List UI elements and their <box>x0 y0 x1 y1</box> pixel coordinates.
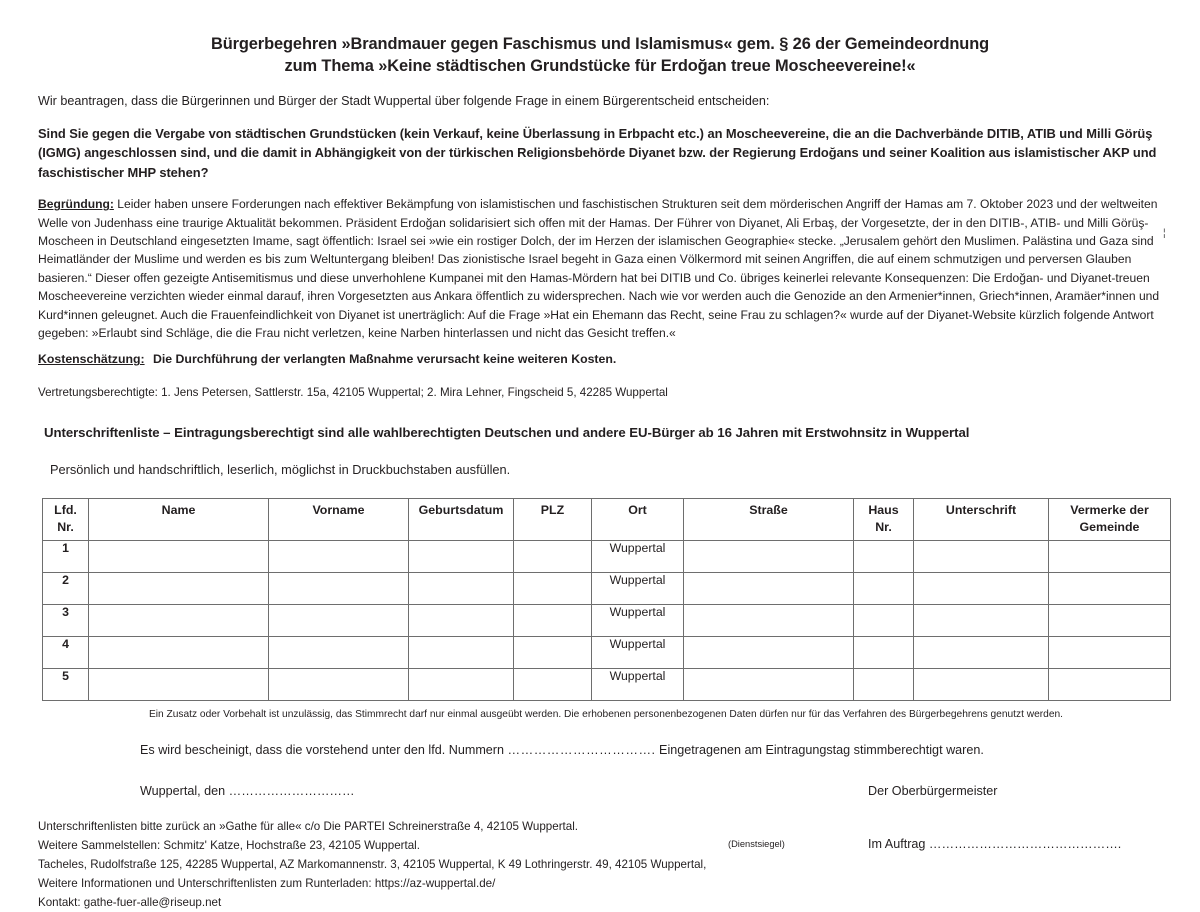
cell-geburtsdatum[interactable] <box>409 572 514 604</box>
signature-list-heading: Unterschriftenliste – Eintragungsberechtigt sind alle wahlberechtigten Deutschen und andere EU-Bürger ab 16 Jahren mit Erstwohnsitz in Wuppertal <box>44 425 970 441</box>
cell-geburtsdatum[interactable] <box>409 636 514 668</box>
signature-table <box>42 498 1171 701</box>
certification-post: Eingetragenen am Eintragungstag stimmberechtigt waren. <box>655 742 984 757</box>
signature-table-body <box>43 540 1171 700</box>
cell-unterschrift[interactable] <box>914 604 1049 636</box>
referendum-question: Sind Sie gegen die Vergabe von städtischen Grundstücken (kein Verkauf, keine Überlassung in Erbpacht etc.) an Moscheevereine, die an die Dachverbände DITIB, ATIB und Milli Görüş (IGMG) angeschlossen sind, und die damit in Abhängigkeit von der türkischen Religionsbehörde Diyanet bzw. der Regierung Erdoğans und seiner Koalition aus islamistischer AKP und faschistischer MHP stehen? <box>38 125 1157 180</box>
cell-unterschrift[interactable] <box>914 636 1049 668</box>
contact-line-3: Tacheles, Rudolfstraße 125, 42285 Wuppertal, AZ Markomannenstr. 3, 42105 Wuppertal, K 49 Lothringerstr. 49, 42105 Wuppertal, <box>38 858 707 872</box>
cell-lfd: 5 <box>43 668 89 700</box>
cell-lfd: 4 <box>43 636 89 668</box>
cell-vorname[interactable] <box>269 540 409 572</box>
cell-strasse[interactable] <box>684 668 854 700</box>
cell-geburtsdatum[interactable] <box>409 668 514 700</box>
cell-vermerke[interactable] <box>1049 636 1171 668</box>
mayor-label: Der Oberbürgermeister <box>868 784 998 799</box>
column-header-hausnr-line1: Haus <box>868 502 899 517</box>
contact-line-2: Weitere Sammelstellen: Schmitz' Katze, Hochstraße 23, 42105 Wuppertal. <box>38 839 420 853</box>
cell-strasse[interactable] <box>684 572 854 604</box>
column-header-geburtsdatum <box>409 498 514 540</box>
cell-hausnr[interactable] <box>854 604 914 636</box>
official-seal-label: (Dienstsiegel) <box>728 839 785 850</box>
intro-paragraph: Wir beantragen, dass die Bürgerinnen und Bürger der Stadt Wuppertal über folgende Frage in einem Bürgerentscheid entscheiden: <box>38 93 770 108</box>
contact-line-4[interactable]: Weitere Informationen und Unterschriftenlisten zum Runterladen: https://az-wuppertal.de/ <box>38 876 496 890</box>
table-row <box>43 540 1171 572</box>
table-row <box>43 572 1171 604</box>
cost-estimate <box>0 350 1200 368</box>
cell-ort[interactable]: Wuppertal <box>592 540 684 572</box>
reason-body: Leider haben unsere Forderungen nach effektiver Bekämpfung von islamistischen und faschistischen Strukturen seit dem mörderischen Angriff der Hamas am 7. Oktober 2023 und der weltweiten Welle von Judenhass eine traurige Aktualität bekommen. Präsident Erdoğan solidarisiert sich offen mit der Hamas. Der Führer von Diyanet, Ali Erbaş, der Vorgesetzte, der in den DITIB-, ATIB- und Milli Görüş-Moscheen in Deutschland eingesetzten Imame, sagt öffentlich: Israel sei »wie ein rostiger Dolch, der im Herzen der islamischen Geographie« stecke. „Jerusalem gehört den Muslimen. Palästina und Gaza sind Heimatländer der Muslime und werden es bis zum Weltuntergang bleiben! Das zionistische Israel begeht in Gaza einen Völkermord mit seinen Angriffen, die auf einem schmutzigen und perversen Glauben basieren.“ Dieser offen gezeigte Antisemitismus und diese unverhohlene Kumpanei mit den Hamas-Mördern hat bei DITIB und Co. übriges keinerlei relevante Konsequenzen: Die Erdoğan- und Diyanet-treuen Moscheevereine verzichten wieder einmal darauf, ihren Vorgesetzten aus Ankara öffentlich zu widersprechen. Nach wie vor werden auch die Genozide an den Armenier*innen, Griech*innen, Aramäer*innen und Kurd*innen geleugnet. Auch die Frauenfeindlichkeit von Diyanet ist unerträglich: Auf die Frage »Hat ein Ehemann das Recht, seine Frau zu schlagen?« wurde auf der Diyanet-Website kürzlich folgende Antwort gegeben: »Erlaubt sind Schläge, die die Frau nicht verletzen, keine Narben hinterlassen und nicht das Gesicht treffen.« <box>38 197 1160 340</box>
contact-lines <box>38 818 1200 912</box>
cell-vermerke[interactable] <box>1049 540 1171 572</box>
signature-list-subheading: Persönlich und handschriftlich, leserlich, möglichst in Druckbuchstaben ausfüllen. <box>50 461 511 477</box>
column-header-vermerke-line2: Gemeinde <box>1079 520 1140 535</box>
bottom-block <box>0 818 1200 912</box>
column-header-vorname-line1: Vorname <box>312 502 365 517</box>
cell-ort[interactable]: Wuppertal <box>592 636 684 668</box>
cell-plz[interactable] <box>514 572 592 604</box>
column-header-geburtsdatum-line1: Geburtsdatum <box>418 502 504 517</box>
column-header-lfd-line2: Nr. <box>57 520 74 535</box>
date-line: Wuppertal, den ………………………… <box>140 784 355 799</box>
cell-geburtsdatum[interactable] <box>409 604 514 636</box>
cell-name[interactable] <box>89 540 269 572</box>
column-header-lfd-line1: Lfd. <box>54 502 77 517</box>
column-header-vermerke-line1: Vermerke der <box>1070 502 1149 517</box>
cell-plz[interactable] <box>514 668 592 700</box>
certification-dots: ……………………………. <box>507 742 656 757</box>
date-and-mayor-row <box>0 783 1200 801</box>
cell-vorname[interactable] <box>269 572 409 604</box>
cell-unterschrift[interactable] <box>914 572 1049 604</box>
cell-vorname[interactable] <box>269 604 409 636</box>
cell-name[interactable] <box>89 668 269 700</box>
contact-line-1: Unterschriftenlisten bitte zurück an »Gathe für alle« c/o Die PARTEI Schreinerstraße 4, 42105 Wuppertal. <box>38 820 579 834</box>
cell-hausnr[interactable] <box>854 636 914 668</box>
table-note: Ein Zusatz oder Vorbehalt ist unzulässig, das Stimmrecht darf nur einmal ausgeübt werden. Die erhobenen personenbezogenen Daten dürfen nur für das Verfahren des Bürgerbegehrens genutzt werden. <box>148 708 1064 720</box>
column-header-strasse-line1: Straße <box>749 502 788 517</box>
table-row <box>43 636 1171 668</box>
column-header-unterschrift-line1: Unterschrift <box>945 502 1017 517</box>
cell-vermerke[interactable] <box>1049 604 1171 636</box>
cell-strasse[interactable] <box>684 540 854 572</box>
column-header-strasse <box>684 498 854 540</box>
cell-hausnr[interactable] <box>854 668 914 700</box>
representatives-line: Vertretungsberechtigte: 1. Jens Petersen, Sattlerstr. 15a, 42105 Wuppertal; 2. Mira Lehner, Fingscheid 5, 42285 Wuppertal <box>38 385 668 399</box>
cell-hausnr[interactable] <box>854 540 914 572</box>
by-order-line: Im Auftrag ………………………………………. <box>868 837 1122 852</box>
cell-lfd: 1 <box>43 540 89 572</box>
cell-lfd: 2 <box>43 572 89 604</box>
cell-strasse[interactable] <box>684 636 854 668</box>
cell-lfd: 3 <box>43 604 89 636</box>
column-header-hausnr-line2: Nr. <box>875 520 892 535</box>
contact-line-5[interactable]: Kontakt: gathe-fuer-alle@riseup.net <box>38 895 222 909</box>
cell-vermerke[interactable] <box>1049 668 1171 700</box>
certification-pre: Es wird bescheinigt, dass die vorstehend unter den lfd. Nummern <box>140 742 508 757</box>
cell-name[interactable] <box>89 572 269 604</box>
column-header-ort-line1: Ort <box>628 502 647 517</box>
column-header-plz-line1: PLZ <box>540 502 565 517</box>
reason-paragraph <box>0 195 1200 342</box>
title-line-2: zum Thema »Keine städtischen Grundstücke für Erdoğan treue Moscheevereine!« <box>284 56 916 75</box>
column-header-name-line1: Name <box>161 502 196 517</box>
column-header-unterschrift <box>914 498 1049 540</box>
title-line-1: Bürgerbegehren »Brandmauer gegen Faschismus und Islamismus« gem. § 26 der Gemeindeordnung <box>210 35 990 53</box>
cell-plz[interactable] <box>514 636 592 668</box>
column-header-vorname <box>269 498 409 540</box>
table-header-row <box>43 498 1171 540</box>
cell-name[interactable] <box>89 604 269 636</box>
signature-table-wrapper <box>0 498 1200 701</box>
cell-name[interactable] <box>89 636 269 668</box>
cell-strasse[interactable] <box>684 604 854 636</box>
column-header-hausnr <box>854 498 914 540</box>
column-header-plz <box>514 498 592 540</box>
cell-ort[interactable]: Wuppertal <box>592 604 684 636</box>
cell-plz[interactable] <box>514 604 592 636</box>
column-header-vermerke <box>1049 498 1171 540</box>
reason-label: Begründung: <box>38 197 114 212</box>
certification-line <box>0 742 1200 760</box>
column-header-lfd <box>43 498 89 540</box>
column-header-name <box>89 498 269 540</box>
cell-ort[interactable]: Wuppertal <box>592 572 684 604</box>
cell-unterschrift[interactable] <box>914 668 1049 700</box>
column-header-ort <box>592 498 684 540</box>
cell-vorname[interactable] <box>269 668 409 700</box>
page-title <box>0 0 1200 78</box>
cell-plz[interactable] <box>514 540 592 572</box>
cell-vermerke[interactable] <box>1049 572 1171 604</box>
cell-unterschrift[interactable] <box>914 540 1049 572</box>
margin-artifact: ¦ <box>1163 228 1166 239</box>
cell-hausnr[interactable] <box>854 572 914 604</box>
cell-ort[interactable]: Wuppertal <box>592 668 684 700</box>
cell-vorname[interactable] <box>269 636 409 668</box>
cost-label: Kostenschätzung: <box>38 352 145 367</box>
table-row <box>43 668 1171 700</box>
cell-geburtsdatum[interactable] <box>409 540 514 572</box>
cost-body: Die Durchführung der verlangten Maßnahme verursacht keine weiteren Kosten. <box>153 352 617 367</box>
table-row <box>43 604 1171 636</box>
